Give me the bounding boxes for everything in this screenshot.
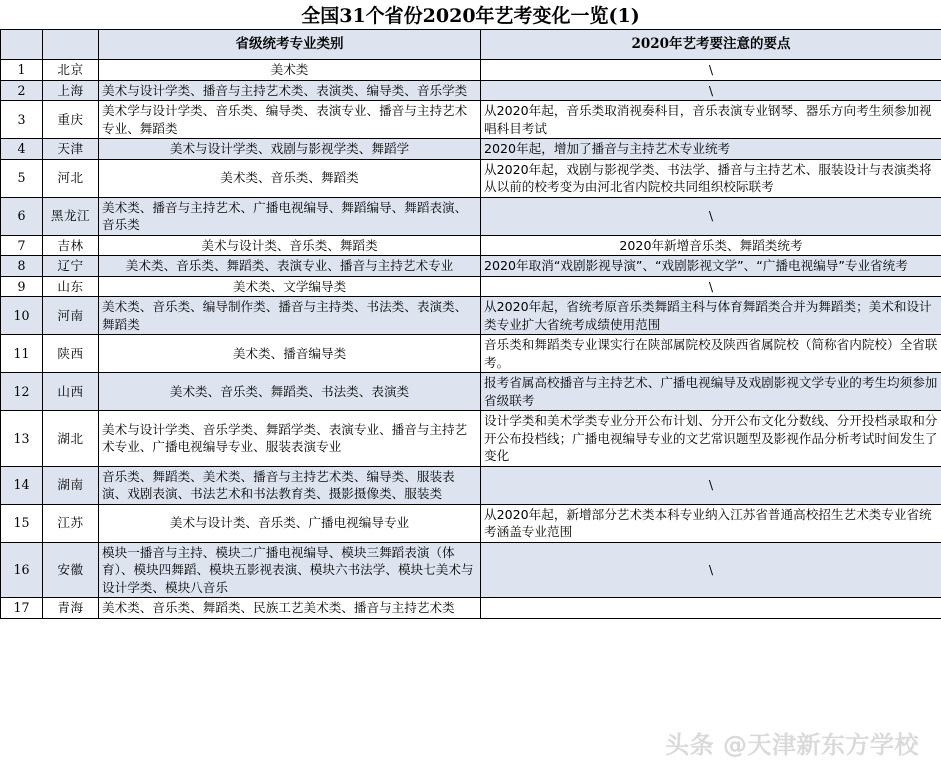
major-category-cell: 美术类、音乐类、舞蹈类	[99, 159, 481, 197]
table-row	[1, 80, 941, 101]
province-name: 黑龙江	[43, 197, 99, 235]
row-index: 17	[1, 598, 43, 619]
notes-cell: 报考省属高校播音与主持艺术、广播电视编导及戏剧影视文学专业的考生均须参加省级联考	[481, 373, 941, 411]
table-row	[1, 101, 941, 139]
province-name: 安徽	[43, 542, 99, 598]
header-notes: 2020年艺考要注意的要点	[481, 30, 941, 60]
major-category-cell: 模块一播音与主持、模块二广播电视编导、模块三舞蹈表演（体育）、模块四舞蹈、模块五影视表演、模块六书法学、模块七美术与设计学类、模块八音乐	[99, 542, 481, 598]
notes-cell: \	[481, 542, 941, 598]
row-index: 3	[1, 101, 43, 139]
major-category-cell: 美术与设计学类、音乐学类、舞蹈学类、表演专业、播音与主持艺术专业、广播电视编导专业、服装表演专业	[99, 411, 481, 467]
row-index: 4	[1, 139, 43, 160]
watermark: 头条 @天津新东方学校	[665, 731, 919, 759]
province-name: 上海	[43, 80, 99, 101]
table-row	[1, 276, 941, 297]
table-row	[1, 159, 941, 197]
province-name: 湖南	[43, 466, 99, 504]
row-index: 15	[1, 504, 43, 542]
major-category-cell: 美术与设计类、音乐类、舞蹈类	[99, 235, 481, 256]
header-major-category: 省级统考专业类别	[99, 30, 481, 60]
major-category-cell: 美术类、音乐类、舞蹈类、表演专业、播音与主持艺术专业	[99, 256, 481, 277]
province-name: 青海	[43, 598, 99, 619]
table-row	[1, 197, 941, 235]
province-name: 辽宁	[43, 256, 99, 277]
province-name: 吉林	[43, 235, 99, 256]
major-category-cell: 音乐类、舞蹈类、美术类、播音与主持艺术类、编导类、服装表演、戏剧表演、书法艺术和书法教育类、摄影摄像类、服装类	[99, 466, 481, 504]
province-name: 天津	[43, 139, 99, 160]
province-name: 河南	[43, 297, 99, 335]
header-index	[1, 30, 43, 60]
major-category-cell: 美术与设计学类、戏剧与影视学类、舞蹈学	[99, 139, 481, 160]
table-row	[1, 411, 941, 467]
notes-cell: \	[481, 276, 941, 297]
row-index: 7	[1, 235, 43, 256]
notes-cell: 2020年起，增加了播音与主持艺术专业统考	[481, 139, 941, 160]
province-name: 山西	[43, 373, 99, 411]
row-index: 16	[1, 542, 43, 598]
row-index: 8	[1, 256, 43, 277]
notes-cell: 2020年取消“戏剧影视导演”、“戏剧影视文学”、“广播电视编导”专业省统考	[481, 256, 941, 277]
major-category-cell: 美术类、音乐类、舞蹈类、民族工艺美术类、播音与主持艺术类	[99, 598, 481, 619]
page-title: 全国31个省份2020年艺考变化一览(1)	[301, 5, 640, 27]
major-category-cell: 美术类	[99, 60, 481, 81]
notes-cell: \	[481, 60, 941, 81]
province-name: 陕西	[43, 335, 99, 373]
notes-cell: 从2020年起，音乐类取消视奏科目，音乐表演专业钢琴、器乐方向考生须参加视唱科目考试	[481, 101, 941, 139]
notes-cell: 设计学类和美术学类专业分开公布计划、分开公布文化分数线、分开投档录取和分开公布投档线；广播电视编导专业的文艺常识题型及影视作品分析考试时间发生了变化	[481, 411, 941, 467]
major-category-cell: 美术类、播音编导类	[99, 335, 481, 373]
row-index: 10	[1, 297, 43, 335]
province-name: 湖北	[43, 411, 99, 467]
art-exam-changes-table	[0, 29, 941, 619]
province-name: 江苏	[43, 504, 99, 542]
row-index: 2	[1, 80, 43, 101]
province-name: 北京	[43, 60, 99, 81]
major-category-cell: 美术类、播音与主持艺术、广播电视编导、舞蹈编导、舞蹈表演、音乐类	[99, 197, 481, 235]
notes-cell: 从2020年起，戏剧与影视学类、书法学、播音与主持艺术、服装设计与表演类将从以前的校考变为由河北省内院校共同组织校际联考	[481, 159, 941, 197]
table-row	[1, 235, 941, 256]
header-province	[43, 30, 99, 60]
province-name: 重庆	[43, 101, 99, 139]
row-index: 11	[1, 335, 43, 373]
row-index: 13	[1, 411, 43, 467]
notes-cell	[481, 598, 941, 619]
notes-cell: 从2020年起，省统考原音乐类舞蹈主科与体育舞蹈类合并为舞蹈类；美术和设计类专业扩大省统考成绩使用范围	[481, 297, 941, 335]
major-category-cell: 美术类、音乐类、编导制作类、播音与主持类、书法类、表演类、舞蹈类	[99, 297, 481, 335]
row-index: 14	[1, 466, 43, 504]
table-row	[1, 504, 941, 542]
notes-cell: 音乐类和舞蹈类专业课实行在陕部属院校及陕西省属院校（简称省内院校）全省联考。	[481, 335, 941, 373]
row-index: 6	[1, 197, 43, 235]
table-row	[1, 256, 941, 277]
row-index: 12	[1, 373, 43, 411]
row-index: 9	[1, 276, 43, 297]
table-row	[1, 297, 941, 335]
table-header-row	[1, 30, 941, 60]
major-category-cell: 美术学与设计学类、音乐类、编导类、表演专业、播音与主持艺术专业、舞蹈类	[99, 101, 481, 139]
table-row	[1, 466, 941, 504]
notes-cell: \	[481, 80, 941, 101]
major-category-cell: 美术类、文学编导类	[99, 276, 481, 297]
row-index: 1	[1, 60, 43, 81]
major-category-cell: 美术类、音乐类、舞蹈类、书法类、表演类	[99, 373, 481, 411]
major-category-cell: 美术与设计类、音乐类、广播电视编导专业	[99, 504, 481, 542]
major-category-cell: 美术与设计学类、播音与主持艺术类、表演类、编导类、音乐学类	[99, 80, 481, 101]
table-row	[1, 598, 941, 619]
notes-cell: \	[481, 197, 941, 235]
province-name: 河北	[43, 159, 99, 197]
table-row	[1, 542, 941, 598]
notes-cell: 从2020年起，新增部分艺术类本科专业纳入江苏省普通高校招生艺术类专业省统考涵盖专业范围	[481, 504, 941, 542]
row-index: 5	[1, 159, 43, 197]
table-row	[1, 335, 941, 373]
notes-cell: \	[481, 466, 941, 504]
notes-cell: 2020年新增音乐类、舞蹈类统考	[481, 235, 941, 256]
table-row	[1, 139, 941, 160]
province-name: 山东	[43, 276, 99, 297]
table-row	[1, 60, 941, 81]
table-row	[1, 373, 941, 411]
